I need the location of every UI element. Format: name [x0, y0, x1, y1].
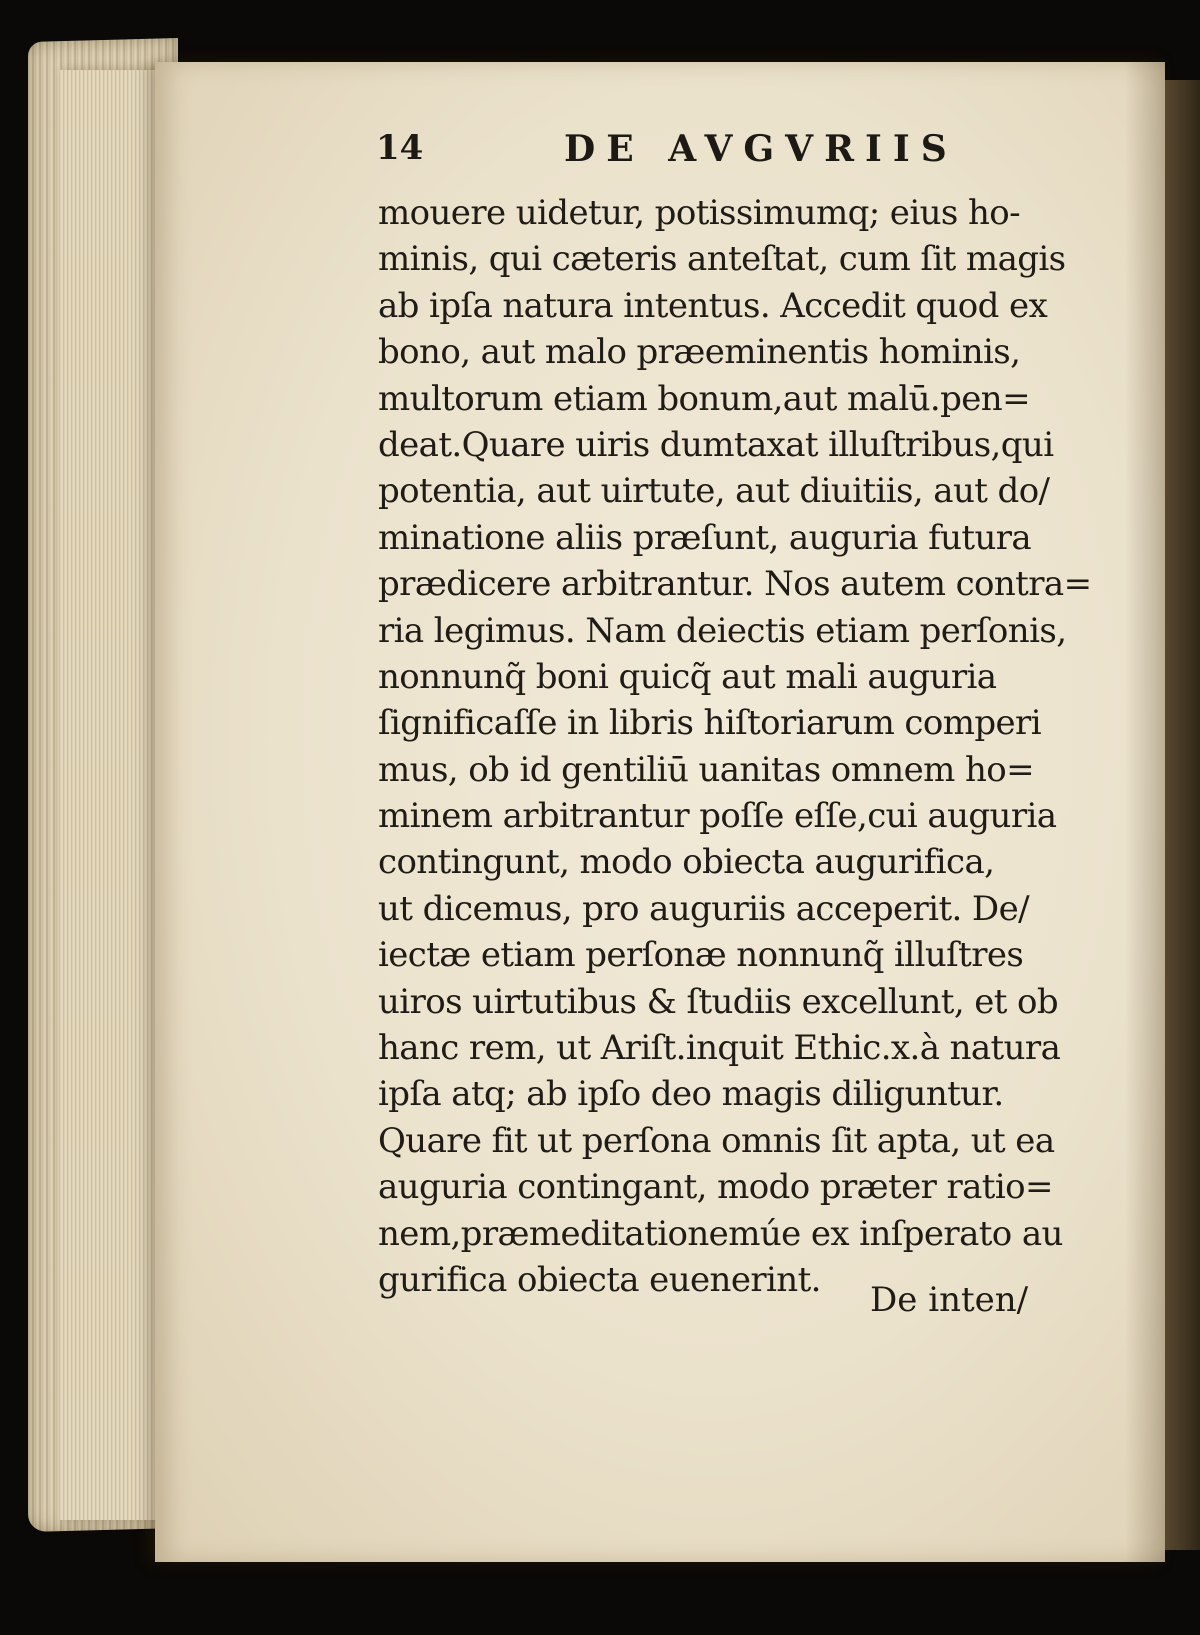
- text-line: nonnunq̃ boni quicq̃ aut mali auguria: [378, 656, 997, 697]
- text-line: uiros uirtutibus & ſtudiis excellunt, et ob: [378, 981, 1059, 1022]
- running-title: DE AVGVRIIS: [564, 128, 958, 170]
- page-number: 14: [376, 128, 424, 168]
- text-line: minem arbitrantur poſſe eſſe,cui auguria: [378, 796, 1057, 837]
- page-gutter-shadow: [1125, 62, 1165, 1562]
- text-line: gurifica obiecta euenerint.: [378, 1259, 821, 1300]
- text-line: mus, ob id gentiliū uanitas omnem ho=: [378, 749, 1035, 790]
- page-header: [376, 128, 1016, 174]
- page-edges-inner: [60, 70, 160, 1520]
- text-line: prædicere arbitrantur. Nos autem contra=: [378, 564, 1092, 605]
- text-line: auguria contingant, modo præter ratio=: [378, 1167, 1053, 1208]
- body-text: [378, 190, 1092, 1303]
- text-line: minatione aliis præſunt, auguria futura: [378, 517, 1032, 558]
- text-line: ut dicemus, pro auguriis acceperit. De/: [378, 888, 1029, 929]
- text-line: mouere uidetur, potissimumq; eius ho-: [378, 193, 1021, 233]
- text-line: contingunt, modo obiecta augurifica,: [378, 842, 995, 883]
- text-line: ria legimus. Nam deiectis etiam perſonis,: [378, 610, 1067, 651]
- text-line: ab ipſa natura intentus. Accedit quod ex: [378, 285, 1048, 326]
- text-line: iectæ etiam perſonæ nonnunq̃ illuſtres: [378, 935, 1024, 976]
- facing-page-edge: [1165, 80, 1200, 1550]
- text-line: nem,præmeditationemúe ex inſperato au: [378, 1213, 1063, 1254]
- text-line: multorum etiam bonum,aut malū.pen=: [378, 378, 1030, 419]
- text-line: ipſa atq; ab ipſo deo magis diliguntur.: [378, 1074, 1004, 1115]
- text-line: hanc rem, ut Ariſt.inquit Ethic.x.à natura: [378, 1028, 1061, 1069]
- text-line: bono, aut malo præeminentis hominis,: [378, 332, 1021, 373]
- text-line: potentia, aut uirtute, aut diuitiis, aut do/: [378, 471, 1050, 512]
- text-line: ſignificaſſe in libris hiſtoriarum comperi: [378, 703, 1041, 744]
- text-line: Quare fit ut perſona omnis ſit apta, ut ea: [378, 1120, 1055, 1161]
- text-line: minis, qui cæteris anteſtat, cum ſit magis: [378, 239, 1066, 280]
- text-line: deat.Quare uiris dumtaxat illuſtribus,qui: [378, 424, 1054, 465]
- catchword: De inten/: [870, 1280, 1029, 1320]
